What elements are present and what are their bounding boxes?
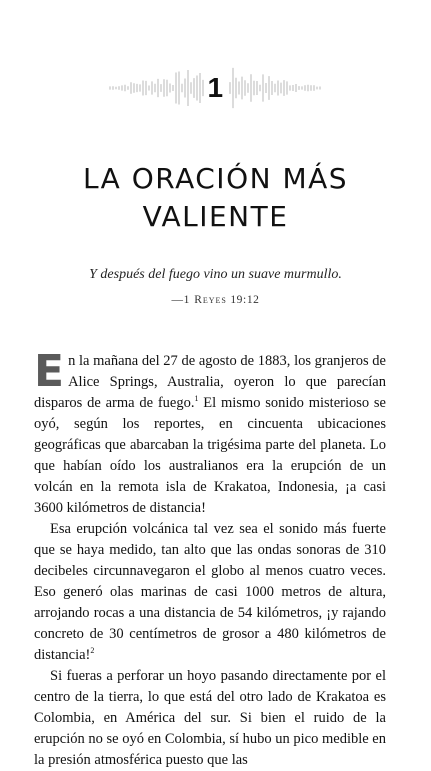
paragraph-3	[34, 666, 386, 771]
chapter-title	[0, 160, 431, 236]
chapter-number: 1	[207, 72, 224, 103]
paragraph-3-text: Si fueras a perforar un hoyo pasando directamente por el centro de la tierra, lo que está del otro lado de Krakatoa es Colombia, en América del sur. Si bien el ruido de la erupción no se oyó en Colombia, sí hubo un pico medible en la presión atmosférica puesto que las	[34, 668, 386, 768]
chapter-title-line-1: LA ORACIÓN MÁS	[82, 162, 349, 195]
epigraph-dash: —	[171, 294, 184, 306]
chapter-title-line-2: VALIENTE	[142, 200, 289, 233]
epigraph-source	[0, 293, 431, 307]
epigraph-quote: Y después del fuego vino un suave murmullo.	[89, 267, 342, 282]
paragraph-1	[34, 346, 386, 519]
paragraph-1-text-a: n la mañana del 27 de agosto de 1883, los granjeros de Alice Springs, Australia, oyeron lo que parecían disparos de arma de fuego.	[34, 353, 386, 411]
body-text	[34, 346, 386, 771]
footnote-ref-1: 1	[194, 394, 199, 404]
paragraph-2-text: Esa erupción volcánica tal vez sea el sonido más fuerte que se haya medido, tan alto que las ondas sonoras de 310 decibeles circunnavegaron el globo al menos cuatro veces. Eso generó olas marinas de casi 1000 metros de altura, arrojando rocas a una distancia de 54 kilómetros, ¡y rajando concreto de 30 centímetros de grosor a 480 kilómetros de distancia!	[34, 521, 386, 663]
epigraph-book: 1 Reyes	[183, 294, 227, 306]
drop-cap: E	[34, 346, 65, 397]
epigraph-ref: 19:12	[226, 294, 260, 306]
paragraph-2	[34, 519, 386, 666]
paragraph-1-text-b: El mismo sonido misterioso se oyó, según los reportes, en cincuenta ubicaciones geográficas que abarcaban la trigésima parte del planeta. Lo que habían oído los australianos era la erupción de un volcán en la remota isla de Krakatoa, Indonesia, ¡a casi 3600 kilómetros de distancia!	[34, 395, 386, 516]
footnote-ref-2: 2	[90, 646, 95, 656]
